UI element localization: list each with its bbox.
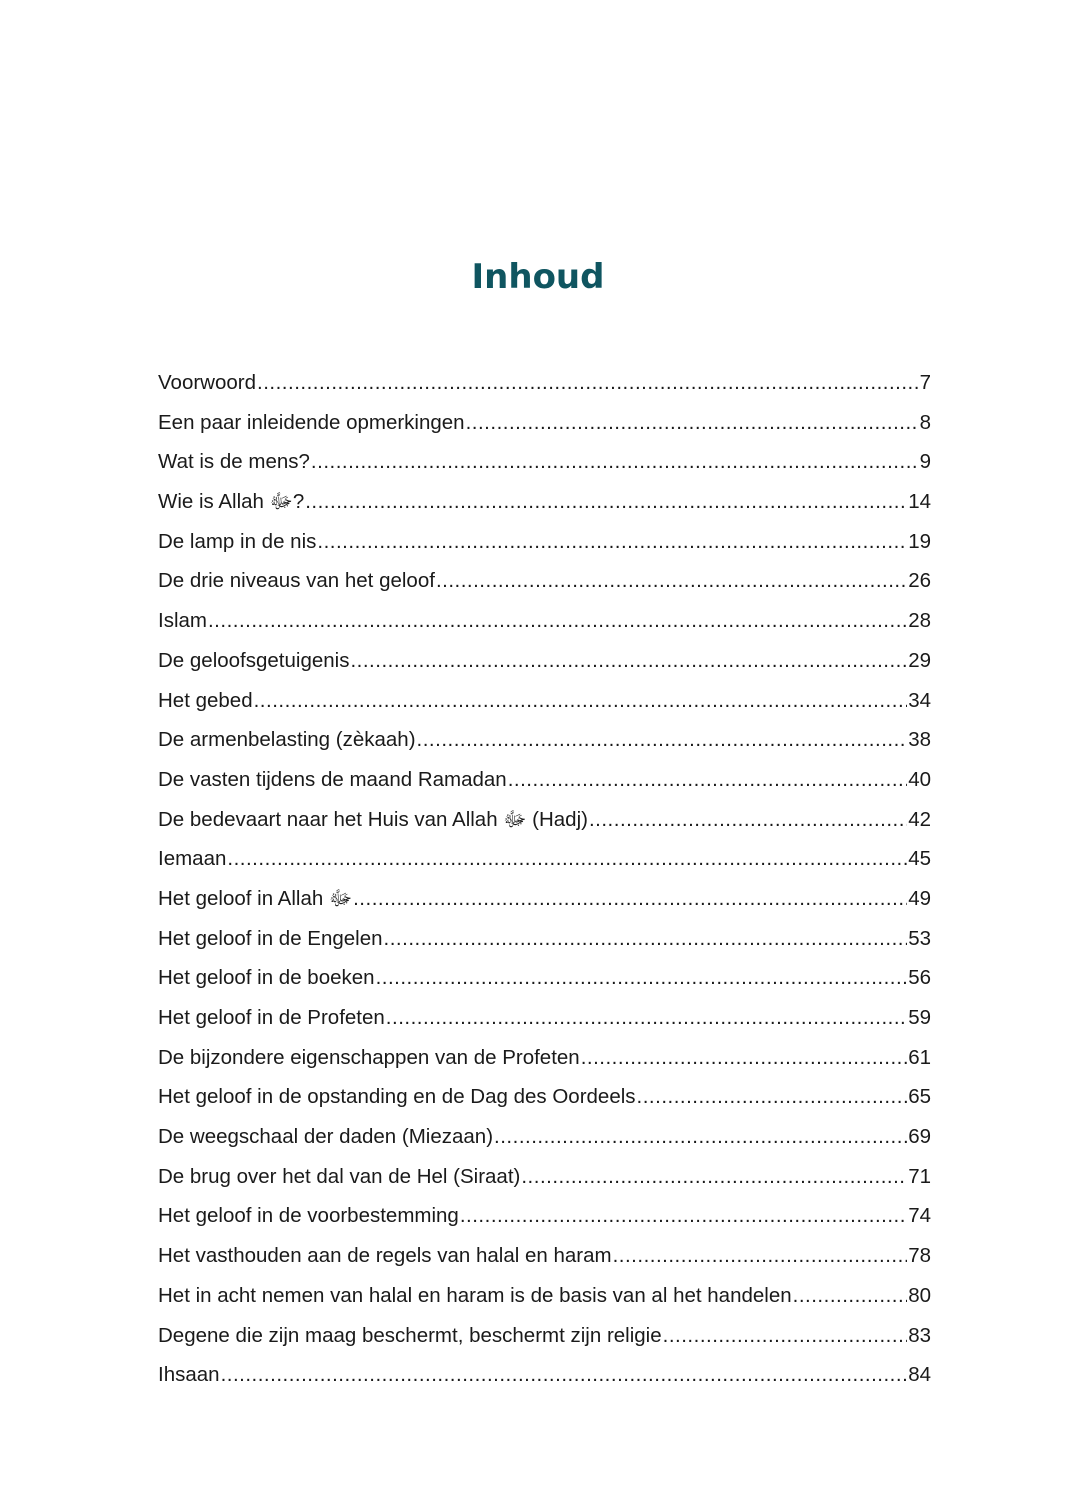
toc-entry-title: Het geloof in Allah ﷻ <box>158 886 353 910</box>
toc-entry-title: Iemaan <box>158 847 227 871</box>
toc-dot-leader <box>386 998 907 1038</box>
toc-dot-leader <box>376 958 908 998</box>
toc-page-number: 56 <box>908 966 931 990</box>
toc-dot-leader <box>384 919 908 959</box>
toc-dot-leader <box>663 1316 908 1356</box>
toc-entry-title: Het geloof in de opstanding en de Dag des Oordeels <box>158 1085 636 1109</box>
toc-entry-title: Islam <box>158 609 207 633</box>
toc-entry <box>158 1117 931 1157</box>
toc-dot-leader <box>589 800 907 840</box>
table-of-contents <box>158 363 931 1395</box>
toc-entry-title: Het geloof in de Profeten <box>158 1006 385 1029</box>
toc-page-number: 28 <box>908 609 931 633</box>
toc-dot-leader <box>613 1236 908 1276</box>
toc-page-number: 71 <box>908 1164 931 1188</box>
toc-page-number: 74 <box>908 1204 931 1228</box>
toc-dot-leader <box>793 1276 908 1316</box>
toc-page-number: 40 <box>908 767 931 791</box>
toc-dot-leader <box>417 720 908 760</box>
toc-dot-leader <box>637 1077 908 1117</box>
toc-entry <box>158 1077 931 1117</box>
toc-entry-title: De bedevaart naar het Huis van Allah ﷻ (Hadj) <box>158 807 588 831</box>
toc-page-number: 19 <box>908 529 931 553</box>
toc-entry-title: Het in acht nemen van halal en haram is de basis van al het handelen <box>158 1283 792 1307</box>
toc-entry-title: De weegschaal der daden (Miezaan) <box>158 1125 494 1149</box>
toc-page-number: 26 <box>908 569 931 593</box>
toc-dot-leader <box>436 561 907 601</box>
toc-page-number: 53 <box>908 926 931 950</box>
toc-entry <box>158 760 931 800</box>
toc-entry <box>158 998 931 1038</box>
toc-dot-leader <box>460 1196 907 1236</box>
toc-entry <box>158 1316 931 1356</box>
toc-dot-leader <box>350 641 907 681</box>
toc-entry-title: Degene die zijn maag beschermt, beschermt zijn religie <box>158 1323 662 1347</box>
toc-page-number: 38 <box>908 728 931 752</box>
toc-page-number: 59 <box>908 1006 931 1029</box>
toc-entry <box>158 641 931 681</box>
toc-entry <box>158 363 931 403</box>
page-title: Inhoud <box>471 257 605 297</box>
toc-entry-title: De drie niveaus van het geloof <box>158 569 435 593</box>
toc-page-number: 65 <box>908 1085 931 1109</box>
toc-entry-title: De geloofsgetuigenis <box>158 648 350 672</box>
toc-entry-title: De armenbelasting (zèkaah) <box>158 728 416 752</box>
toc-entry-title: Een paar inleidende opmerkingen <box>158 410 465 434</box>
toc-page-number: 61 <box>908 1045 931 1069</box>
toc-dot-leader <box>508 760 907 800</box>
toc-page-number: 45 <box>908 847 931 871</box>
toc-entry-title: De bijzondere eigenschappen van de Profeten <box>158 1045 580 1069</box>
toc-dot-leader <box>257 363 919 403</box>
toc-dot-leader <box>311 442 919 482</box>
toc-entry-title: De brug over het dal van de Hel (Siraat) <box>158 1164 521 1188</box>
toc-entry <box>158 1355 931 1395</box>
toc-entry <box>158 879 931 919</box>
toc-entry <box>158 1038 931 1078</box>
toc-dot-leader <box>466 403 919 443</box>
toc-entry <box>158 442 931 482</box>
toc-entry-title: Voorwoord <box>158 371 257 394</box>
toc-entry <box>158 839 931 879</box>
toc-entry <box>158 720 931 760</box>
toc-page-number: 69 <box>908 1125 931 1149</box>
toc-dot-leader <box>353 879 907 919</box>
toc-entry <box>158 1236 931 1276</box>
toc-entry-title: Het geloof in de boeken <box>158 966 375 990</box>
toc-entry <box>158 800 931 840</box>
toc-entry-title: Wie is Allah ﷻ? <box>158 490 305 514</box>
toc-dot-leader <box>208 601 907 641</box>
toc-entry <box>158 1157 931 1197</box>
toc-entry-title: Wat is de mens? <box>158 450 310 474</box>
toc-entry-title: De lamp in de nis <box>158 529 317 553</box>
toc-page-number: 49 <box>908 886 931 910</box>
toc-dot-leader <box>494 1117 907 1157</box>
toc-entry <box>158 561 931 601</box>
toc-entry <box>158 919 931 959</box>
toc-entry-title: Het geloof in de Engelen <box>158 926 383 950</box>
toc-entry <box>158 522 931 562</box>
toc-page-number: 83 <box>908 1323 931 1347</box>
toc-entry <box>158 482 931 522</box>
toc-page-number: 14 <box>908 490 931 514</box>
toc-entry-title: Ihsaan <box>158 1363 220 1387</box>
toc-dot-leader <box>581 1038 907 1078</box>
toc-page-number: 78 <box>908 1244 931 1268</box>
toc-entry <box>158 601 931 641</box>
toc-dot-leader <box>221 1355 908 1395</box>
toc-entry-title: Het vasthouden aan de regels van halal en haram <box>158 1244 612 1268</box>
toc-page-number: 7 <box>919 371 931 394</box>
toc-entry-title: De vasten tijdens de maand Ramadan <box>158 767 507 791</box>
toc-dot-leader <box>317 522 907 562</box>
toc-entry <box>158 958 931 998</box>
toc-page-number: 8 <box>919 410 931 434</box>
toc-page-number: 42 <box>908 807 931 831</box>
toc-page-number: 9 <box>919 450 931 474</box>
toc-entry-title: Het gebed <box>158 688 253 712</box>
toc-page-number: 84 <box>908 1363 931 1387</box>
toc-entry <box>158 1196 931 1236</box>
toc-entry <box>158 403 931 443</box>
toc-entry <box>158 1276 931 1316</box>
toc-dot-leader <box>521 1157 907 1197</box>
toc-dot-leader <box>254 681 908 721</box>
toc-dot-leader <box>227 839 907 879</box>
toc-entry-title: Het geloof in de voorbestemming <box>158 1204 459 1228</box>
toc-entry <box>158 681 931 721</box>
toc-page-number: 80 <box>908 1283 931 1307</box>
toc-page-number: 29 <box>908 648 931 672</box>
toc-page-number: 34 <box>908 688 931 712</box>
toc-dot-leader <box>305 482 907 522</box>
